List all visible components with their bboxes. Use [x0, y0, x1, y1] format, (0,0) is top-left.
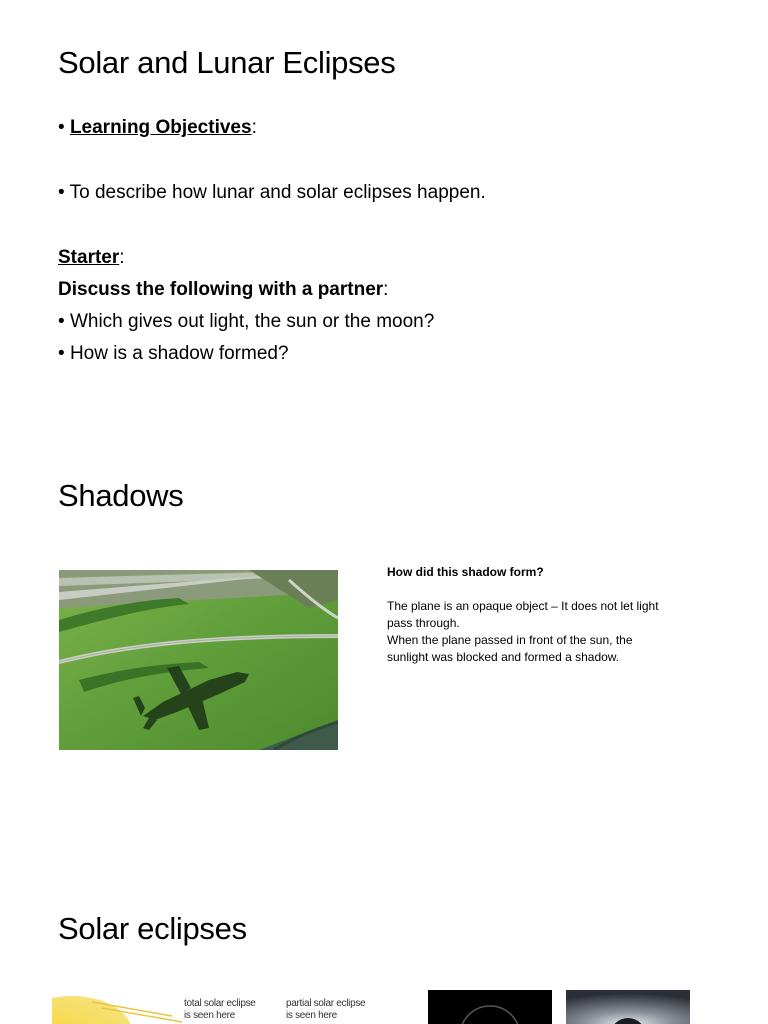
question-item [58, 311, 434, 333]
label-line: partial solar eclipse [286, 998, 366, 1009]
starter-heading [58, 247, 125, 269]
discuss-heading [58, 279, 388, 301]
eclipse-photo-corona [566, 990, 690, 1024]
question-text: How is a shadow formed? [69, 343, 289, 364]
partial-eclipse-label [286, 998, 365, 1022]
slide3-title: Solar eclipses [58, 911, 247, 946]
sun-icon [52, 996, 132, 1024]
colon: : [251, 117, 257, 138]
question-item [58, 343, 289, 365]
shadow-question: How did this shadow form? [387, 565, 544, 579]
objective-text: To describe how lunar and solar eclipses happen. [69, 182, 486, 203]
answer-line: pass through. [387, 616, 460, 630]
label-line: is seen here [184, 1010, 235, 1021]
answer-line: When the plane passed in front of the sun, the [387, 633, 633, 647]
colon: : [383, 279, 389, 300]
colon: : [119, 247, 125, 268]
bullet: • [58, 343, 65, 364]
bullet: • [58, 117, 65, 138]
slide1-title: Solar and Lunar Eclipses [58, 45, 396, 80]
slide2-title: Shadows [58, 478, 184, 513]
total-eclipse-label [184, 998, 256, 1022]
objective-item [58, 182, 486, 204]
learning-objectives-label: Learning Objectives [69, 117, 252, 138]
plane-shadow-photo [59, 570, 338, 750]
bullet: • [58, 311, 65, 332]
solar-eclipse-diagram [52, 992, 372, 1024]
learning-objectives-heading [58, 117, 257, 139]
answer-line: The plane is an opaque object – It does not let light [387, 599, 659, 613]
eclipse-photo-dark [428, 990, 552, 1024]
discuss-label: Discuss the following with a partner [58, 279, 384, 300]
label-line: is seen here [286, 1010, 337, 1021]
question-text: Which gives out light, the sun or the moon? [69, 311, 435, 332]
shadow-explanation [387, 564, 717, 666]
bullet: • [58, 182, 65, 203]
label-line: total solar eclipse [184, 998, 256, 1009]
starter-label: Starter [58, 247, 120, 268]
answer-line: sunlight was blocked and formed a shadow. [387, 650, 620, 664]
